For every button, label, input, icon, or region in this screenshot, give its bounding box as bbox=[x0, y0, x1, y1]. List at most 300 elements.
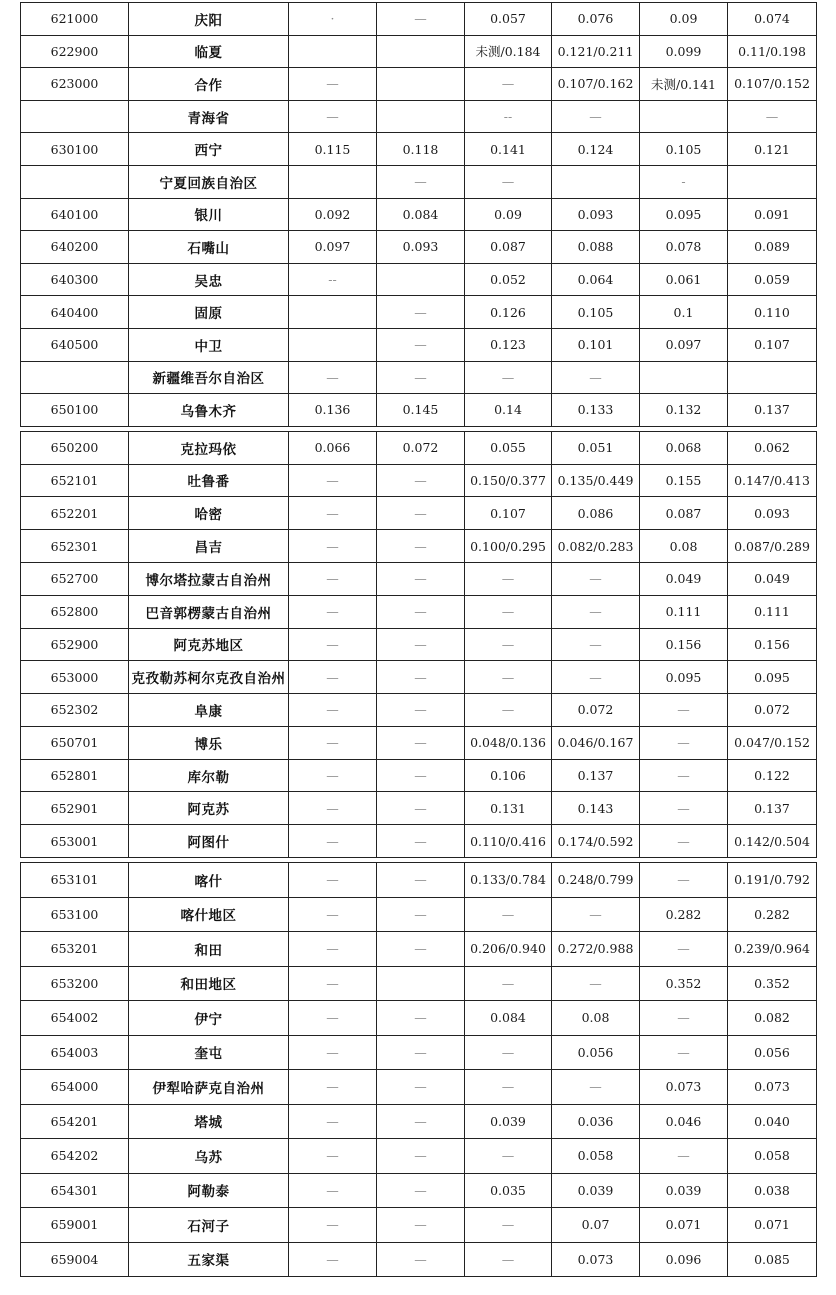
value-cell-col3: — bbox=[465, 694, 552, 727]
value-cell-col5: 0.078 bbox=[640, 231, 728, 264]
value-cell-col4: 0.133 bbox=[552, 394, 640, 427]
region-name-cell: 西宁 bbox=[129, 133, 289, 166]
value-cell-col6: 0.107 bbox=[728, 328, 817, 361]
value-cell-col6: 0.191/0.792 bbox=[728, 863, 817, 898]
region-name-cell: 哈密 bbox=[129, 497, 289, 530]
region-code-cell: 623000 bbox=[21, 68, 129, 101]
region-name-cell: 阿勒泰 bbox=[129, 1173, 289, 1208]
value-cell-col3: 0.107 bbox=[465, 497, 552, 530]
value-cell-col5: — bbox=[640, 825, 728, 858]
value-cell-col2: — bbox=[377, 530, 465, 563]
region-code-cell: 652901 bbox=[21, 792, 129, 825]
value-cell-col2 bbox=[377, 100, 465, 133]
value-cell-col1: — bbox=[289, 792, 377, 825]
region-name-cell: 银川 bbox=[129, 198, 289, 231]
value-cell-col4 bbox=[552, 165, 640, 198]
value-cell-col3: 0.141 bbox=[465, 133, 552, 166]
region-code-cell: 652900 bbox=[21, 628, 129, 661]
value-cell-col2: — bbox=[377, 694, 465, 727]
data-table-section bbox=[20, 2, 817, 427]
region-name-cell: 石嘴山 bbox=[129, 231, 289, 264]
region-code-cell: 640200 bbox=[21, 231, 129, 264]
table-row bbox=[21, 1242, 817, 1277]
region-code-cell: 654002 bbox=[21, 1001, 129, 1036]
value-cell-col3: 0.057 bbox=[465, 3, 552, 36]
value-cell-col2: — bbox=[377, 1001, 465, 1036]
data-table-section bbox=[20, 431, 817, 858]
value-cell-col3: — bbox=[465, 661, 552, 694]
value-cell-col2: — bbox=[377, 1208, 465, 1243]
value-cell-col3: 0.100/0.295 bbox=[465, 530, 552, 563]
value-cell-col1 bbox=[289, 296, 377, 329]
region-code-cell: 652101 bbox=[21, 464, 129, 497]
value-cell-col1: — bbox=[289, 1070, 377, 1105]
value-cell-col6: 0.073 bbox=[728, 1070, 817, 1105]
value-cell-col3: 0.133/0.784 bbox=[465, 863, 552, 898]
table-row bbox=[21, 394, 817, 427]
value-cell-col2: 0.145 bbox=[377, 394, 465, 427]
value-cell-col3: — bbox=[465, 1139, 552, 1174]
table-row bbox=[21, 1001, 817, 1036]
value-cell-col4: 0.082/0.283 bbox=[552, 530, 640, 563]
value-cell-col4: 0.107/0.162 bbox=[552, 68, 640, 101]
value-cell-col1: — bbox=[289, 1001, 377, 1036]
value-cell-col3: — bbox=[465, 1242, 552, 1277]
value-cell-col1: — bbox=[289, 595, 377, 628]
region-code-cell: 650200 bbox=[21, 431, 129, 464]
value-cell-col2: — bbox=[377, 1035, 465, 1070]
table-row bbox=[21, 431, 817, 464]
value-cell-col6: 0.074 bbox=[728, 3, 817, 36]
region-code-cell: 640400 bbox=[21, 296, 129, 329]
value-cell-col3: 0.110/0.416 bbox=[465, 825, 552, 858]
value-cell-col4: 0.076 bbox=[552, 3, 640, 36]
value-cell-col2: — bbox=[377, 932, 465, 967]
region-code-cell: 652302 bbox=[21, 694, 129, 727]
value-cell-col5: 0.097 bbox=[640, 328, 728, 361]
value-cell-col5: 未测/0.141 bbox=[640, 68, 728, 101]
table-row bbox=[21, 1139, 817, 1174]
value-cell-col5: 0.352 bbox=[640, 966, 728, 1001]
value-cell-col5: — bbox=[640, 1035, 728, 1070]
table-row bbox=[21, 863, 817, 898]
table-row bbox=[21, 296, 817, 329]
value-cell-col6: 0.089 bbox=[728, 231, 817, 264]
value-cell-col3: — bbox=[465, 562, 552, 595]
value-cell-col1: — bbox=[289, 1208, 377, 1243]
value-cell-col5: 0.105 bbox=[640, 133, 728, 166]
value-cell-col2: — bbox=[377, 3, 465, 36]
region-code-cell bbox=[21, 100, 129, 133]
value-cell-col3: 0.150/0.377 bbox=[465, 464, 552, 497]
value-cell-col1: — bbox=[289, 361, 377, 394]
region-name-cell: 昌吉 bbox=[129, 530, 289, 563]
value-cell-col1: 0.097 bbox=[289, 231, 377, 264]
region-code-cell: 650100 bbox=[21, 394, 129, 427]
table-row bbox=[21, 792, 817, 825]
value-cell-col4: 0.064 bbox=[552, 263, 640, 296]
table-row bbox=[21, 1104, 817, 1139]
value-cell-col6: 0.121 bbox=[728, 133, 817, 166]
value-cell-col6: 0.049 bbox=[728, 562, 817, 595]
value-cell-col3: 0.039 bbox=[465, 1104, 552, 1139]
value-cell-col2: — bbox=[377, 361, 465, 394]
value-cell-col2: — bbox=[377, 595, 465, 628]
value-cell-col2: 0.072 bbox=[377, 431, 465, 464]
value-cell-col2: — bbox=[377, 863, 465, 898]
value-cell-col4: 0.086 bbox=[552, 497, 640, 530]
value-cell-col3: 0.052 bbox=[465, 263, 552, 296]
region-code-cell: 652700 bbox=[21, 562, 129, 595]
value-cell-col3: 0.084 bbox=[465, 1001, 552, 1036]
value-cell-col1: — bbox=[289, 825, 377, 858]
value-cell-col4: 0.272/0.988 bbox=[552, 932, 640, 967]
value-cell-col6: 0.156 bbox=[728, 628, 817, 661]
value-cell-col2: — bbox=[377, 497, 465, 530]
value-cell-col2: — bbox=[377, 628, 465, 661]
value-cell-col4: 0.124 bbox=[552, 133, 640, 166]
value-cell-col5: 0.087 bbox=[640, 497, 728, 530]
value-cell-col1: — bbox=[289, 562, 377, 595]
region-name-cell: 喀什地区 bbox=[129, 897, 289, 932]
value-cell-col1: — bbox=[289, 661, 377, 694]
table-row bbox=[21, 165, 817, 198]
table-row bbox=[21, 198, 817, 231]
value-cell-col5: 0.068 bbox=[640, 431, 728, 464]
value-cell-col1: 0.066 bbox=[289, 431, 377, 464]
value-cell-col5: - bbox=[640, 165, 728, 198]
value-cell-col6: 0.282 bbox=[728, 897, 817, 932]
value-cell-col6: 0.058 bbox=[728, 1139, 817, 1174]
value-cell-col3: 未测/0.184 bbox=[465, 35, 552, 68]
value-cell-col4: 0.07 bbox=[552, 1208, 640, 1243]
table-row bbox=[21, 628, 817, 661]
value-cell-col5: 0.156 bbox=[640, 628, 728, 661]
value-cell-col6: 0.137 bbox=[728, 792, 817, 825]
value-cell-col2 bbox=[377, 966, 465, 1001]
value-cell-col1: — bbox=[289, 464, 377, 497]
value-cell-col1: — bbox=[289, 759, 377, 792]
value-cell-col3: 0.087 bbox=[465, 231, 552, 264]
value-cell-col3: — bbox=[465, 1208, 552, 1243]
value-cell-col4: — bbox=[552, 361, 640, 394]
table-row bbox=[21, 932, 817, 967]
value-cell-col2: — bbox=[377, 759, 465, 792]
value-cell-col4: 0.046/0.167 bbox=[552, 726, 640, 759]
value-cell-col5: 0.039 bbox=[640, 1173, 728, 1208]
region-code-cell: 652301 bbox=[21, 530, 129, 563]
value-cell-col2: 0.093 bbox=[377, 231, 465, 264]
value-cell-col2: — bbox=[377, 165, 465, 198]
value-cell-col4: 0.135/0.449 bbox=[552, 464, 640, 497]
value-cell-col2: — bbox=[377, 1173, 465, 1208]
value-cell-col5: 0.049 bbox=[640, 562, 728, 595]
region-name-cell: 奎屯 bbox=[129, 1035, 289, 1070]
table-row bbox=[21, 328, 817, 361]
table-row bbox=[21, 562, 817, 595]
value-cell-col4: 0.121/0.211 bbox=[552, 35, 640, 68]
region-name-cell: 克拉玛依 bbox=[129, 431, 289, 464]
value-cell-col1 bbox=[289, 35, 377, 68]
value-cell-col3: — bbox=[465, 361, 552, 394]
value-cell-col5: 0.096 bbox=[640, 1242, 728, 1277]
table-row bbox=[21, 1035, 817, 1070]
value-cell-col6: 0.142/0.504 bbox=[728, 825, 817, 858]
value-cell-col2: 0.118 bbox=[377, 133, 465, 166]
value-cell-col5: — bbox=[640, 1001, 728, 1036]
value-cell-col4: 0.093 bbox=[552, 198, 640, 231]
table-row bbox=[21, 1208, 817, 1243]
value-cell-col4: 0.08 bbox=[552, 1001, 640, 1036]
value-cell-col5: 0.095 bbox=[640, 198, 728, 231]
value-cell-col1: — bbox=[289, 100, 377, 133]
value-cell-col5: 0.282 bbox=[640, 897, 728, 932]
table-row bbox=[21, 897, 817, 932]
region-code-cell bbox=[21, 361, 129, 394]
value-cell-col2: — bbox=[377, 464, 465, 497]
value-cell-col4: 0.051 bbox=[552, 431, 640, 464]
region-code-cell: 640300 bbox=[21, 263, 129, 296]
region-code-cell: 652801 bbox=[21, 759, 129, 792]
value-cell-col1: — bbox=[289, 897, 377, 932]
value-cell-col3: 0.035 bbox=[465, 1173, 552, 1208]
table-row bbox=[21, 1070, 817, 1105]
region-name-cell: 巴音郭楞蒙古自治州 bbox=[129, 595, 289, 628]
value-cell-col2: — bbox=[377, 1104, 465, 1139]
region-code-cell bbox=[21, 165, 129, 198]
value-cell-col2: — bbox=[377, 1070, 465, 1105]
value-cell-col3: — bbox=[465, 68, 552, 101]
value-cell-col4: 0.072 bbox=[552, 694, 640, 727]
value-cell-col2: — bbox=[377, 562, 465, 595]
value-cell-col4: 0.058 bbox=[552, 1139, 640, 1174]
value-cell-col4: 0.101 bbox=[552, 328, 640, 361]
region-name-cell: 新疆维吾尔自治区 bbox=[129, 361, 289, 394]
region-name-cell: 阿克苏 bbox=[129, 792, 289, 825]
value-cell-col1: 0.136 bbox=[289, 394, 377, 427]
region-code-cell: 640500 bbox=[21, 328, 129, 361]
region-code-cell: 622900 bbox=[21, 35, 129, 68]
region-code-cell: 640100 bbox=[21, 198, 129, 231]
region-name-cell: 宁夏回族自治区 bbox=[129, 165, 289, 198]
value-cell-col3: 0.14 bbox=[465, 394, 552, 427]
value-cell-col2: — bbox=[377, 897, 465, 932]
region-code-cell: 654301 bbox=[21, 1173, 129, 1208]
region-code-cell: 652800 bbox=[21, 595, 129, 628]
data-table-sheet bbox=[20, 2, 816, 1277]
region-code-cell: 653100 bbox=[21, 897, 129, 932]
table-row bbox=[21, 361, 817, 394]
region-code-cell: 652201 bbox=[21, 497, 129, 530]
value-cell-col6: 0.111 bbox=[728, 595, 817, 628]
region-code-cell: 653200 bbox=[21, 966, 129, 1001]
value-cell-col5: — bbox=[640, 792, 728, 825]
value-cell-col1: — bbox=[289, 1173, 377, 1208]
region-code-cell: 654000 bbox=[21, 1070, 129, 1105]
value-cell-col5: — bbox=[640, 694, 728, 727]
value-cell-col3: — bbox=[465, 628, 552, 661]
value-cell-col6: — bbox=[728, 100, 817, 133]
value-cell-col5: 0.111 bbox=[640, 595, 728, 628]
region-name-cell: 阜康 bbox=[129, 694, 289, 727]
value-cell-col5: 0.046 bbox=[640, 1104, 728, 1139]
table-row bbox=[21, 68, 817, 101]
table-row bbox=[21, 497, 817, 530]
value-cell-col6: 0.087/0.289 bbox=[728, 530, 817, 563]
value-cell-col6: 0.040 bbox=[728, 1104, 817, 1139]
region-code-cell: 630100 bbox=[21, 133, 129, 166]
value-cell-col3: — bbox=[465, 897, 552, 932]
region-code-cell: 653001 bbox=[21, 825, 129, 858]
value-cell-col6: 0.11/0.198 bbox=[728, 35, 817, 68]
value-cell-col1: — bbox=[289, 966, 377, 1001]
value-cell-col1 bbox=[289, 165, 377, 198]
region-name-cell: 喀什 bbox=[129, 863, 289, 898]
value-cell-col2: — bbox=[377, 726, 465, 759]
value-cell-col1: -- bbox=[289, 263, 377, 296]
value-cell-col6: 0.072 bbox=[728, 694, 817, 727]
table-row bbox=[21, 661, 817, 694]
value-cell-col6: 0.091 bbox=[728, 198, 817, 231]
value-cell-col4: 0.143 bbox=[552, 792, 640, 825]
value-cell-col3: -- bbox=[465, 100, 552, 133]
table-row bbox=[21, 825, 817, 858]
value-cell-col4: 0.174/0.592 bbox=[552, 825, 640, 858]
table-row bbox=[21, 530, 817, 563]
value-cell-col5: — bbox=[640, 863, 728, 898]
value-cell-col2: — bbox=[377, 328, 465, 361]
value-cell-col1: — bbox=[289, 726, 377, 759]
value-cell-col6: 0.093 bbox=[728, 497, 817, 530]
value-cell-col3: — bbox=[465, 165, 552, 198]
value-cell-col6: 0.047/0.152 bbox=[728, 726, 817, 759]
value-cell-col2 bbox=[377, 35, 465, 68]
value-cell-col5: 0.09 bbox=[640, 3, 728, 36]
value-cell-col1: — bbox=[289, 1242, 377, 1277]
table-row bbox=[21, 759, 817, 792]
table-row bbox=[21, 464, 817, 497]
value-cell-col3: 0.09 bbox=[465, 198, 552, 231]
value-cell-col1: — bbox=[289, 68, 377, 101]
value-cell-col6: 0.147/0.413 bbox=[728, 464, 817, 497]
value-cell-col6: 0.062 bbox=[728, 431, 817, 464]
value-cell-col4: 0.036 bbox=[552, 1104, 640, 1139]
region-code-cell: 659004 bbox=[21, 1242, 129, 1277]
value-cell-col6: 0.239/0.964 bbox=[728, 932, 817, 967]
value-cell-col1: 0.115 bbox=[289, 133, 377, 166]
table-row bbox=[21, 100, 817, 133]
value-cell-col3: 0.055 bbox=[465, 431, 552, 464]
region-name-cell: 博尔塔拉蒙古自治州 bbox=[129, 562, 289, 595]
value-cell-col1: · bbox=[289, 3, 377, 36]
value-cell-col5: — bbox=[640, 932, 728, 967]
value-cell-col1: — bbox=[289, 1104, 377, 1139]
region-name-cell: 五家渠 bbox=[129, 1242, 289, 1277]
value-cell-col2: — bbox=[377, 1242, 465, 1277]
value-cell-col6: 0.059 bbox=[728, 263, 817, 296]
region-name-cell: 克孜勒苏柯尔克孜自治州 bbox=[129, 661, 289, 694]
region-name-cell: 青海省 bbox=[129, 100, 289, 133]
data-table-section bbox=[20, 862, 817, 1277]
value-cell-col4: — bbox=[552, 966, 640, 1001]
region-name-cell: 庆阳 bbox=[129, 3, 289, 36]
value-cell-col2 bbox=[377, 68, 465, 101]
value-cell-col4: — bbox=[552, 897, 640, 932]
value-cell-col1: 0.092 bbox=[289, 198, 377, 231]
value-cell-col3: 0.123 bbox=[465, 328, 552, 361]
value-cell-col6: 0.056 bbox=[728, 1035, 817, 1070]
table-row bbox=[21, 595, 817, 628]
value-cell-col4: 0.039 bbox=[552, 1173, 640, 1208]
value-cell-col5: — bbox=[640, 759, 728, 792]
value-cell-col6: 0.095 bbox=[728, 661, 817, 694]
value-cell-col2: — bbox=[377, 296, 465, 329]
value-cell-col6: 0.110 bbox=[728, 296, 817, 329]
value-cell-col1: — bbox=[289, 1139, 377, 1174]
value-cell-col2 bbox=[377, 263, 465, 296]
region-name-cell: 吴忠 bbox=[129, 263, 289, 296]
region-code-cell: 654201 bbox=[21, 1104, 129, 1139]
value-cell-col4: 0.088 bbox=[552, 231, 640, 264]
value-cell-col3: — bbox=[465, 595, 552, 628]
value-cell-col4: — bbox=[552, 562, 640, 595]
region-code-cell: 653101 bbox=[21, 863, 129, 898]
table-row bbox=[21, 1173, 817, 1208]
value-cell-col6: 0.352 bbox=[728, 966, 817, 1001]
region-name-cell: 和田 bbox=[129, 932, 289, 967]
value-cell-col3: 0.206/0.940 bbox=[465, 932, 552, 967]
value-cell-col1 bbox=[289, 328, 377, 361]
value-cell-col6: 0.122 bbox=[728, 759, 817, 792]
value-cell-col6: 0.137 bbox=[728, 394, 817, 427]
value-cell-col1: — bbox=[289, 1035, 377, 1070]
value-cell-col4: — bbox=[552, 628, 640, 661]
region-name-cell: 伊宁 bbox=[129, 1001, 289, 1036]
value-cell-col5: 0.099 bbox=[640, 35, 728, 68]
table-row bbox=[21, 231, 817, 264]
table-row bbox=[21, 726, 817, 759]
value-cell-col1: — bbox=[289, 497, 377, 530]
table-row bbox=[21, 133, 817, 166]
value-cell-col5: 0.073 bbox=[640, 1070, 728, 1105]
region-name-cell: 阿图什 bbox=[129, 825, 289, 858]
region-name-cell: 和田地区 bbox=[129, 966, 289, 1001]
value-cell-col3: 0.126 bbox=[465, 296, 552, 329]
value-cell-col4: — bbox=[552, 1070, 640, 1105]
value-cell-col6: 0.107/0.152 bbox=[728, 68, 817, 101]
value-cell-col4: — bbox=[552, 661, 640, 694]
region-name-cell: 阿克苏地区 bbox=[129, 628, 289, 661]
region-name-cell: 乌苏 bbox=[129, 1139, 289, 1174]
value-cell-col2: — bbox=[377, 792, 465, 825]
region-name-cell: 石河子 bbox=[129, 1208, 289, 1243]
region-name-cell: 临夏 bbox=[129, 35, 289, 68]
value-cell-col5: 0.095 bbox=[640, 661, 728, 694]
value-cell-col5 bbox=[640, 361, 728, 394]
value-cell-col1: — bbox=[289, 932, 377, 967]
value-cell-col1: — bbox=[289, 863, 377, 898]
region-name-cell: 合作 bbox=[129, 68, 289, 101]
value-cell-col3: 0.106 bbox=[465, 759, 552, 792]
value-cell-col5: 0.155 bbox=[640, 464, 728, 497]
table-row bbox=[21, 3, 817, 36]
region-code-cell: 654003 bbox=[21, 1035, 129, 1070]
table-row bbox=[21, 966, 817, 1001]
region-name-cell: 博乐 bbox=[129, 726, 289, 759]
value-cell-col3: — bbox=[465, 1035, 552, 1070]
region-code-cell: 650701 bbox=[21, 726, 129, 759]
value-cell-col4: 0.056 bbox=[552, 1035, 640, 1070]
